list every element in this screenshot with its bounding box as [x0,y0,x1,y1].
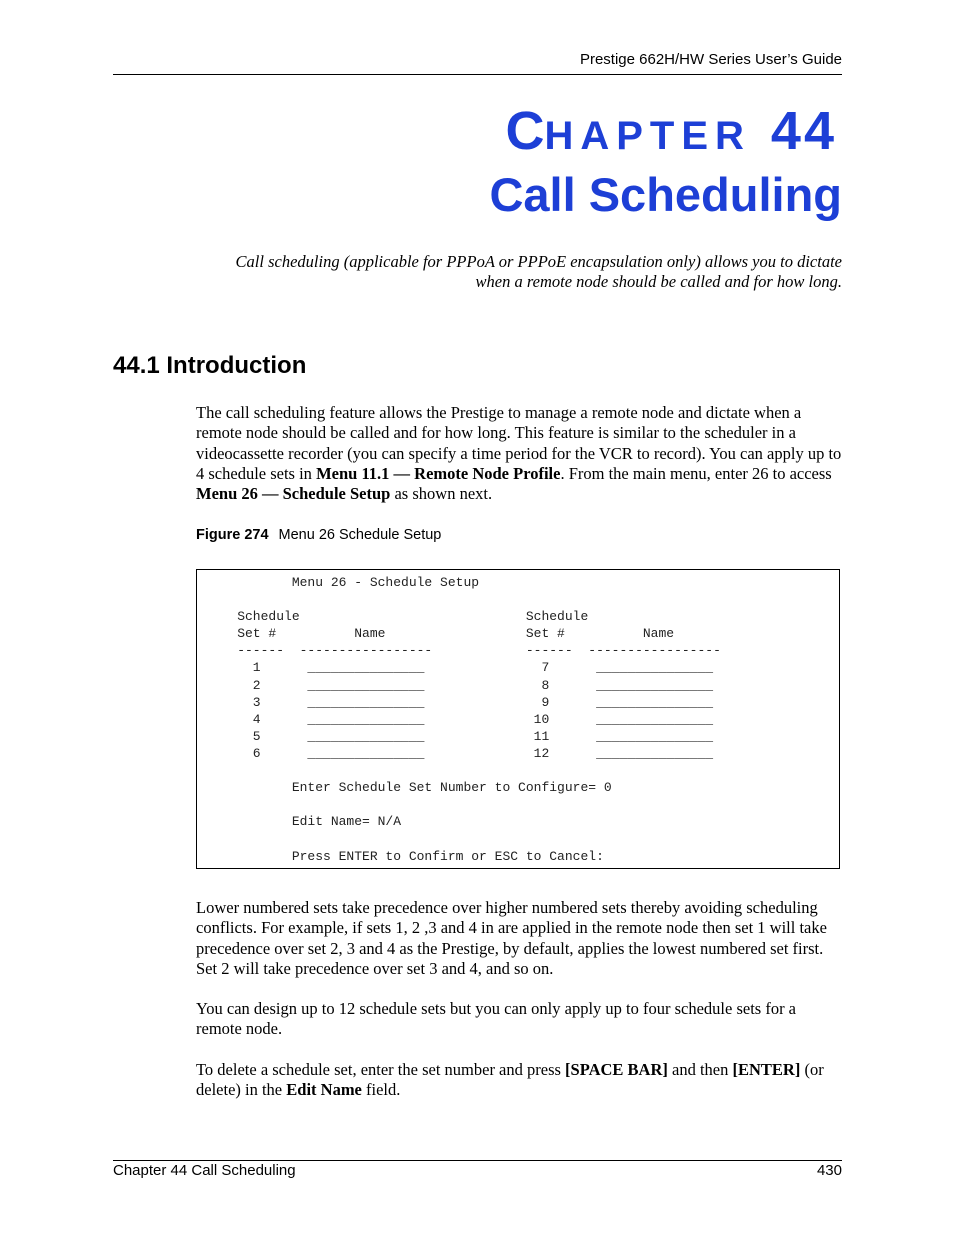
running-header-title: Prestige 662H/HW Series User’s Guide [579,51,842,68]
delete-text-3: (or delete) in the [196,1060,824,1100]
delete-paragraph [196,1060,842,1101]
chapter-summary-line-1: Call scheduling (applicable for PPPoA or PPPoE encapsulation only) allows you to dictate [235,252,842,271]
figure-caption [196,525,441,545]
delete-text-1: To delete a schedule set, enter the set number and press [196,1060,566,1079]
section-heading: 44.1 Introduction [113,352,307,379]
intro-text-3: as shown next. [390,484,493,504]
delete-text-4: field. [361,1080,401,1100]
chapter-title: Call Scheduling [489,168,842,221]
precedence-paragraph: Lower numbered sets take precedence over higher numbered sets thereby avoiding scheduling conflicts. For example, if sets 1, 2 ,3 and 4 in are applied in the remote node then set 1 will take precedence over set 2, 3 and 4 as the Prestige, by default, applies the lowest numbered set first. Set 2 will take precedence over set 3 and 4, and so on. [196,898,827,978]
schedule-setup-menu-text: Menu 26 - Schedule Setup Schedule Schedule Set # Name Set # Name ------ ----------------- ------ ----------------- 1 _______________ 7 _______________ 2 _______________ 8 _______________ 3 _______________ 9 _______________ 4 _______________ 10 _______________ 5 _______________ 11 _______________ 6 _______________ 12 _______________ Enter Schedule Set Number to Configure= 0 Edit Name= N/A Press ENTER to Confirm or ESC to Cancel: [237,575,721,864]
chapter-number: 44 [770,101,837,161]
chapter-label-rest: HAPTER [544,114,751,158]
schedule-setup-screen [196,569,840,869]
menu-reference-remote-node: Menu 11.1 — Remote Node Profile [316,463,561,483]
figure-number: Figure 274 [196,527,269,543]
enter-key: [ENTER] [732,1060,801,1079]
chapter-summary-line-2: when a remote node should be called and for how long. [475,272,842,291]
page-number: 430 [816,1162,842,1179]
intro-paragraph [196,403,842,504]
edit-name-field-ref: Edit Name [286,1080,362,1100]
schedule-limit-paragraph: You can design up to 12 schedule sets but you can only apply up to four schedule sets for a remote node. [196,999,797,1039]
menu-reference-schedule-setup: Menu 26 — Schedule Setup [196,484,391,504]
delete-text-2: and then [667,1060,733,1079]
figure-title: Menu 26 Schedule Setup [278,527,442,543]
chapter-label-initial: C [505,101,545,161]
header-rule [113,74,842,75]
intro-text-1: The call scheduling feature allows the Prestige to manage a remote node and dictate when a remote node should be called and for how long. This feature is similar to the scheduler in a videocassette recorder (you can specify a time period for the VCR to record). You can apply up to 4 schedule sets in [196,403,842,483]
chapter-summary [182,252,842,292]
chapter-label [505,96,837,171]
intro-text-2: . From the main menu, enter 26 to access [560,463,832,483]
space-bar-key: [SPACE BAR] [565,1060,668,1079]
footer-chapter-title: Chapter 44 Call Scheduling [113,1162,296,1179]
